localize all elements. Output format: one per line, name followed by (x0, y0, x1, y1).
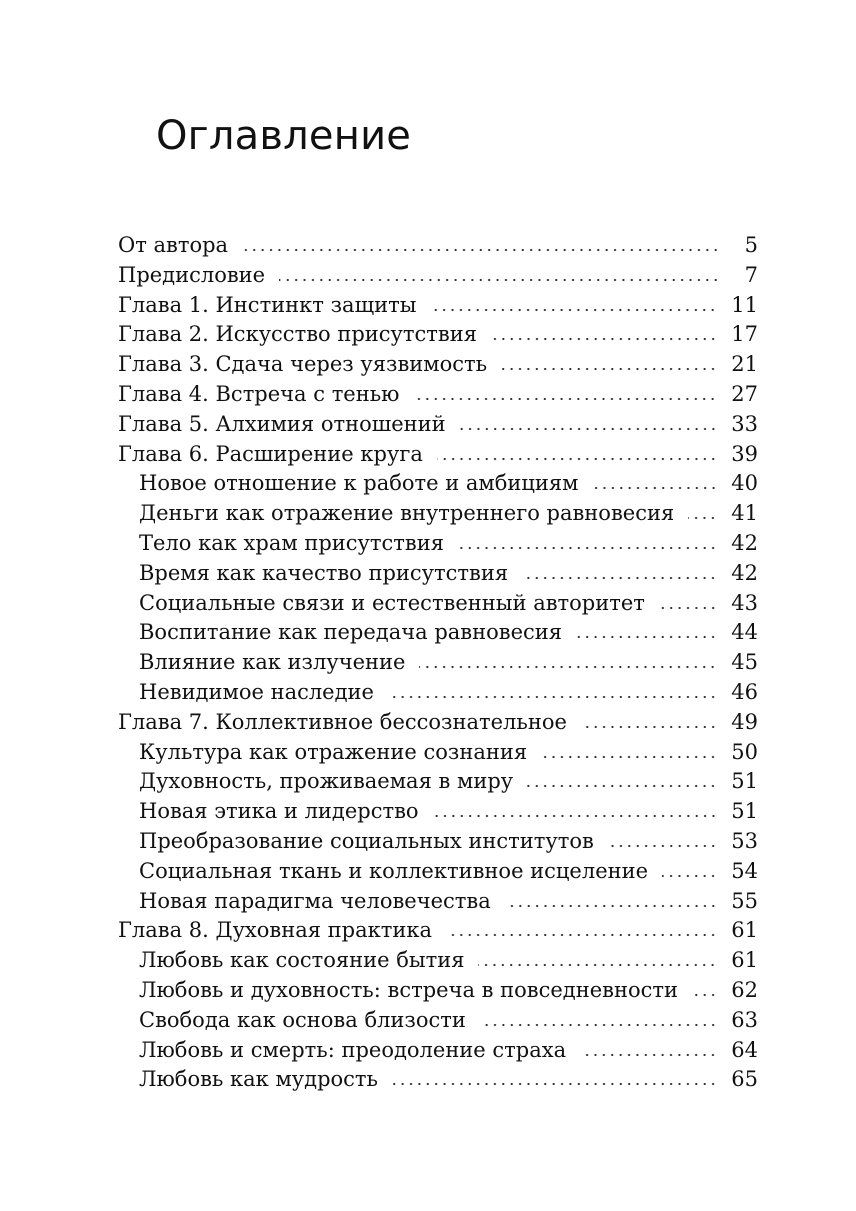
toc-entry-title: Глава 7. Коллективное бессознательное (118, 709, 567, 734)
toc-chapter-entry[interactable] (118, 708, 758, 738)
toc-entry-page-number: 61 (731, 918, 758, 943)
toc-entry-title: Социальная ткань и коллективное исцеление (139, 858, 649, 883)
dot-leader (688, 508, 717, 520)
toc-entry-title: Воспитание как передача равновесия (139, 620, 563, 645)
page-title: Оглавление (156, 113, 412, 159)
toc-entry-title: Влияние как излучение (139, 650, 406, 675)
dot-leader (242, 240, 720, 252)
toc-entry-title: Время как качество присутствия (139, 560, 509, 585)
toc-subsection-entry[interactable] (118, 499, 758, 529)
toc-entry-title: Любовь и духовность: встреча в повседневности (139, 977, 678, 1002)
toc-entry-page-number: 64 (731, 1037, 758, 1062)
toc-chapter-entry[interactable] (118, 261, 758, 291)
toc-subsection-entry[interactable] (118, 529, 758, 559)
table-of-contents (118, 231, 758, 1095)
toc-entry-page-number: 17 (731, 322, 758, 347)
toc-entry-page-number: 63 (731, 1007, 758, 1032)
toc-entry-page-number: 51 (731, 799, 758, 824)
dot-leader (581, 717, 717, 729)
toc-entry-title: Культура как отражение сознания (139, 739, 528, 764)
toc-subsection-entry[interactable] (118, 827, 758, 857)
toc-entry-page-number: 33 (731, 411, 758, 436)
dot-leader (433, 806, 718, 818)
toc-entry-title: Духовность, проживаемая в миру (139, 769, 514, 794)
toc-subsection-entry[interactable] (118, 1006, 758, 1036)
toc-chapter-entry[interactable] (118, 350, 758, 380)
toc-entry-title: Любовь как состояние бытия (139, 948, 465, 973)
toc-entry-page-number: 42 (731, 560, 758, 585)
toc-subsection-entry[interactable] (118, 678, 758, 708)
toc-entry-page-number: 39 (731, 441, 758, 466)
toc-entry-title: Глава 5. Алхимия отношений (118, 411, 446, 436)
dot-leader (541, 747, 717, 759)
dot-leader (505, 896, 718, 908)
toc-entry-title: Деньги как отражение внутреннего равновесия (139, 501, 675, 526)
dot-leader (458, 538, 717, 550)
toc-chapter-entry[interactable] (118, 320, 758, 350)
toc-entry-title: Любовь и смерть: преодоление страха (139, 1037, 567, 1062)
toc-entry-page-number: 21 (731, 352, 758, 377)
toc-chapter-entry[interactable] (118, 916, 758, 946)
toc-entry-page-number: 55 (731, 888, 758, 913)
dot-leader (593, 478, 718, 490)
toc-entry-page-number: 49 (731, 709, 758, 734)
toc-entry-title: Свобода как основа близости (139, 1007, 466, 1032)
dot-leader (576, 627, 717, 639)
toc-subsection-entry[interactable] (118, 738, 758, 768)
toc-entry-page-number: 61 (731, 948, 758, 973)
toc-subsection-entry[interactable] (118, 976, 758, 1006)
toc-entry-page-number: 7 (744, 262, 758, 287)
toc-subsection-entry[interactable] (118, 1065, 758, 1095)
toc-subsection-entry[interactable] (118, 469, 758, 499)
toc-subsection-entry[interactable] (118, 946, 758, 976)
dot-leader (446, 925, 717, 937)
toc-entry-title: От автора (118, 233, 229, 257)
toc-entry-page-number: 44 (731, 620, 758, 645)
dot-leader (478, 955, 717, 967)
toc-entry-title: Предисловие (118, 262, 266, 287)
dot-leader (413, 389, 717, 401)
toc-entry-page-number: 54 (731, 858, 758, 883)
toc-entry-title: Глава 3. Сдача через уязвимость (118, 352, 488, 377)
dot-leader (659, 598, 717, 610)
dot-leader (419, 657, 717, 669)
toc-entry-title: Глава 6. Расширение круга (118, 441, 423, 466)
toc-entry-page-number: 53 (731, 828, 758, 853)
toc-entry-title: Социальные связи и естественный авторитет (139, 590, 645, 615)
toc-entry-title: Глава 1. Инстинкт защиты (118, 292, 417, 317)
dot-leader (430, 300, 717, 312)
toc-subsection-entry[interactable] (118, 887, 758, 917)
toc-entry-title: Новое отношение к работе и амбициям (139, 471, 579, 496)
dot-leader (662, 866, 717, 878)
toc-entry-title: Глава 4. Встреча с тенью (118, 381, 400, 406)
toc-entry-title: Глава 8. Духовная практика (118, 918, 433, 943)
dot-leader (608, 836, 717, 848)
toc-entry-title: Тело как храм присутствия (139, 530, 444, 555)
toc-chapter-entry[interactable] (118, 380, 758, 410)
toc-entry-page-number: 40 (731, 471, 758, 496)
toc-entry-page-number: 11 (731, 292, 758, 317)
toc-chapter-entry[interactable] (118, 410, 758, 440)
dot-leader (392, 1074, 717, 1086)
toc-subsection-entry[interactable] (118, 1036, 758, 1066)
toc-subsection-entry[interactable] (118, 797, 758, 827)
toc-subsection-entry[interactable] (118, 648, 758, 678)
dot-leader (279, 270, 720, 282)
dot-leader (522, 568, 717, 580)
toc-entry-title: Глава 2. Искусство присутствия (118, 322, 477, 347)
dot-leader (460, 419, 718, 431)
toc-entry-page-number: 43 (731, 590, 758, 615)
toc-entry-title: Преобразование социальных институтов (139, 828, 594, 853)
toc-entry-page-number: 42 (731, 530, 758, 555)
toc-entry-page-number: 27 (731, 381, 758, 406)
toc-subsection-entry[interactable] (118, 767, 758, 797)
toc-entry-page-number: 51 (731, 769, 758, 794)
toc-entry-page-number: 65 (731, 1067, 758, 1092)
toc-entry-page-number: 45 (731, 650, 758, 675)
toc-chapter-entry[interactable] (118, 440, 758, 470)
toc-chapter-entry[interactable] (118, 291, 758, 321)
toc-entry-title: Новая парадигма человечества (139, 888, 491, 913)
dot-leader (527, 776, 717, 788)
dot-leader (491, 329, 717, 341)
toc-entry-title: Новая этика и лидерство (139, 799, 419, 824)
toc-entry-title: Любовь как мудрость (139, 1067, 378, 1092)
toc-entry-page-number: 46 (731, 679, 758, 704)
toc-chapter-entry[interactable] (118, 231, 758, 261)
dot-leader (501, 359, 717, 371)
toc-entry-page-number: 5 (744, 233, 758, 257)
toc-subsection-entry[interactable] (118, 618, 758, 648)
toc-entry-page-number: 62 (731, 977, 758, 1002)
toc-entry-page-number: 41 (731, 501, 758, 526)
toc-entry-title: Невидимое наследие (139, 679, 374, 704)
toc-subsection-entry[interactable] (118, 559, 758, 589)
dot-leader (580, 1045, 717, 1057)
dot-leader (437, 449, 717, 461)
dot-leader (480, 1015, 717, 1027)
toc-subsection-entry[interactable] (118, 589, 758, 619)
dot-leader (388, 687, 717, 699)
toc-entry-page-number: 50 (731, 739, 758, 764)
dot-leader (692, 985, 717, 997)
toc-subsection-entry[interactable] (118, 857, 758, 887)
